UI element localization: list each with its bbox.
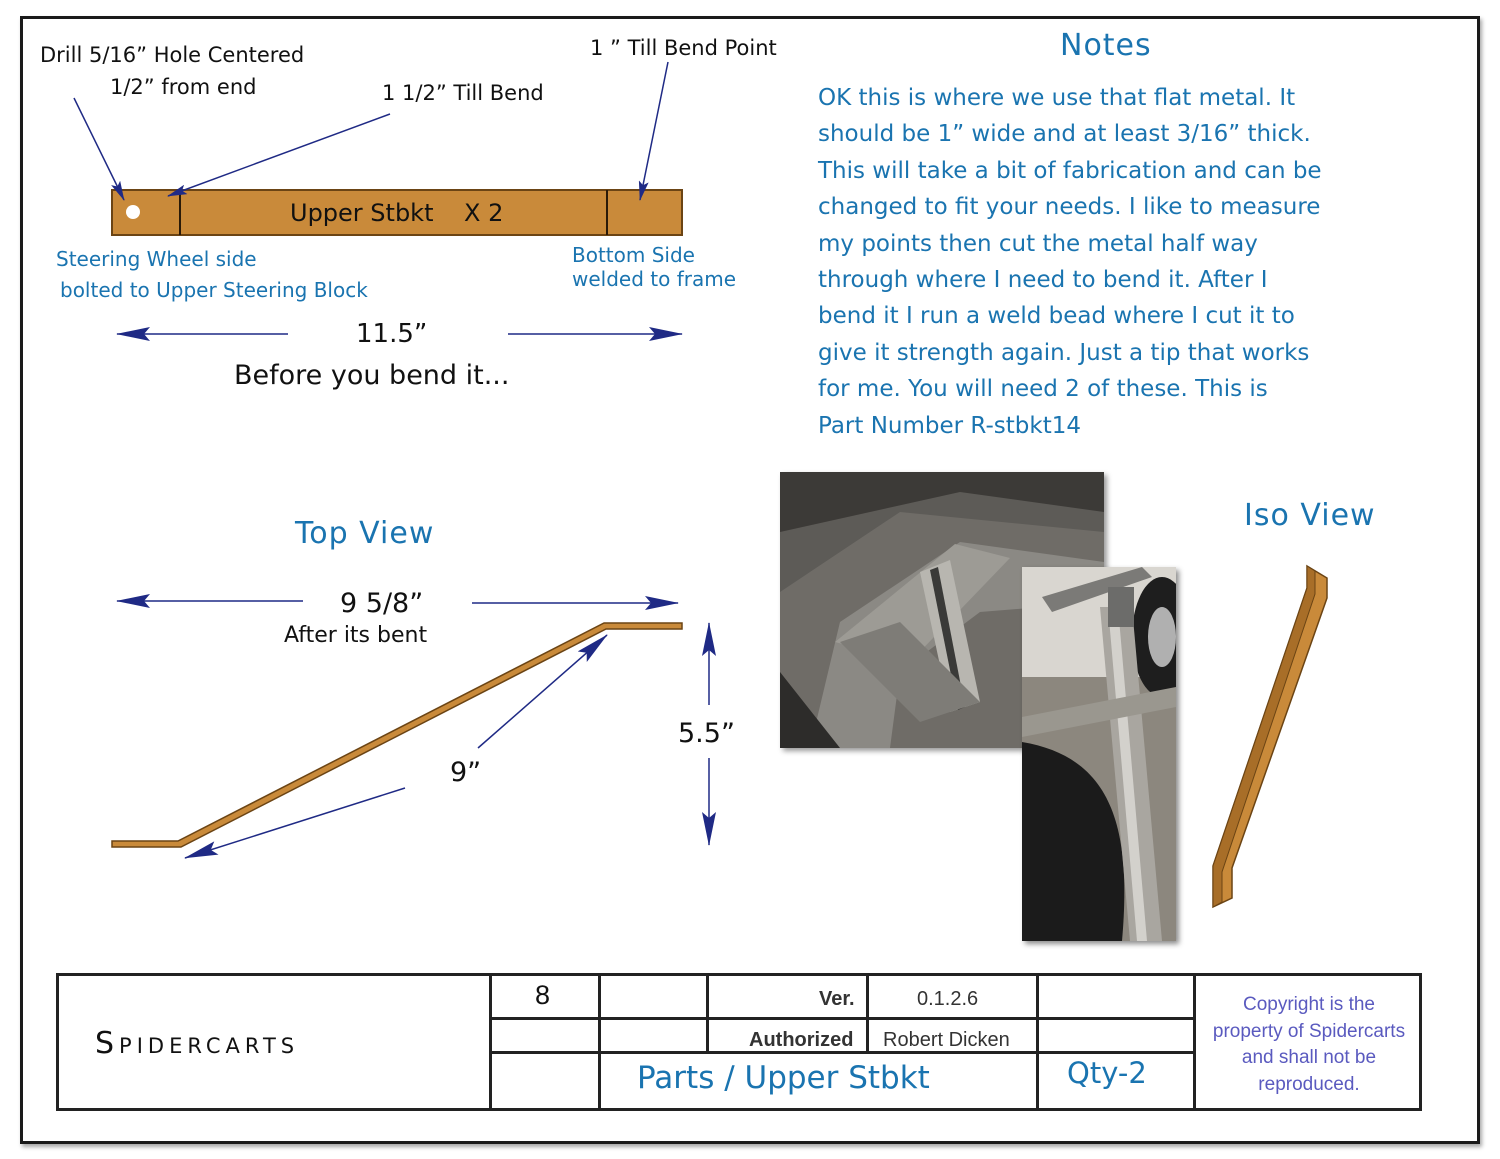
drill-leader-arrow: [74, 98, 124, 200]
copyright-line: Copyright is the: [1242, 994, 1375, 1015]
notes-line: through where I need to bend it. After I: [818, 267, 1268, 294]
copyright-notice: [1196, 992, 1422, 1098]
notes-line: changed to fit your needs. I like to measure: [818, 194, 1321, 221]
copyright-line: and shall not be: [1241, 1047, 1377, 1068]
ver-label: Ver.: [819, 988, 855, 1010]
top-view-title: Top View: [295, 516, 435, 551]
iso-bracket: [1213, 566, 1327, 907]
notes-line: bend it I run a weld bead where I cut it to: [818, 303, 1295, 330]
authorized-value: Robert Dicken: [883, 1029, 1010, 1051]
notes-line: should be 1” wide and at least 3/16” thick.: [818, 121, 1311, 148]
length-label: 11.5”: [356, 319, 428, 349]
before-bend-label: Before you bend it...: [234, 360, 510, 391]
drill-hole: [126, 205, 140, 219]
sheet-number: 8: [535, 980, 551, 1010]
iso-view-title: Iso View: [1244, 498, 1376, 533]
company-name: Spidercarts: [95, 1026, 300, 1061]
bottom-side-label: Bottom Side: [572, 243, 695, 267]
diagonal-arrow-up: [478, 635, 607, 748]
height-label: 5.5”: [678, 718, 735, 749]
copyright-line: property of Spidercarts: [1212, 1020, 1406, 1042]
drill-label: Drill 5/16” Hole Centered: [40, 43, 305, 67]
after-bent-label: After its bent: [284, 623, 428, 648]
notes-line: OK this is where we use that flat metal. It: [818, 85, 1296, 111]
photo-installed-bracket: [1022, 567, 1176, 941]
title-block: [56, 973, 1422, 1111]
bent-bracket-profile: [112, 623, 682, 847]
ver-value: 0.1.2.6: [917, 988, 979, 1010]
notes-line: Part Number R-stbkt14: [818, 412, 1081, 439]
notes-line: give it strength again. Just a tip that works: [818, 339, 1310, 366]
till-bend-label: 1 1/2” Till Bend: [382, 81, 544, 105]
welded-label: welded to frame: [572, 267, 737, 291]
notes-line: for me. You will need 2 of these. This is: [818, 376, 1268, 403]
notes-line: This will take a bit of fabrication and can be: [818, 157, 1322, 184]
diagonal-label: 9”: [450, 757, 482, 788]
bar-label: Upper Stbkt X 2: [290, 199, 504, 227]
bolted-label: bolted to Upper Steering Block: [60, 278, 368, 302]
copyright-line: reproduced.: [1258, 1073, 1360, 1095]
part-name: Parts / Upper Stbkt: [637, 1060, 930, 1096]
notes-line: my points then cut the metal half way: [818, 230, 1258, 257]
notes-title: Notes: [1060, 28, 1152, 63]
notes-text: [818, 80, 1428, 444]
width-label: 9 5/8”: [340, 588, 424, 619]
bend-point-leader-arrow: [640, 62, 668, 200]
from-end-label: 1/2” from end: [110, 75, 257, 99]
authorized-label: Authorized: [749, 1029, 854, 1051]
quantity: Qty-2: [1067, 1056, 1147, 1090]
till-bend-leader-arrow: [168, 114, 390, 196]
till-bend-point-label: 1 ” Till Bend Point: [590, 36, 777, 60]
steering-side-label: Steering Wheel side: [56, 247, 257, 271]
